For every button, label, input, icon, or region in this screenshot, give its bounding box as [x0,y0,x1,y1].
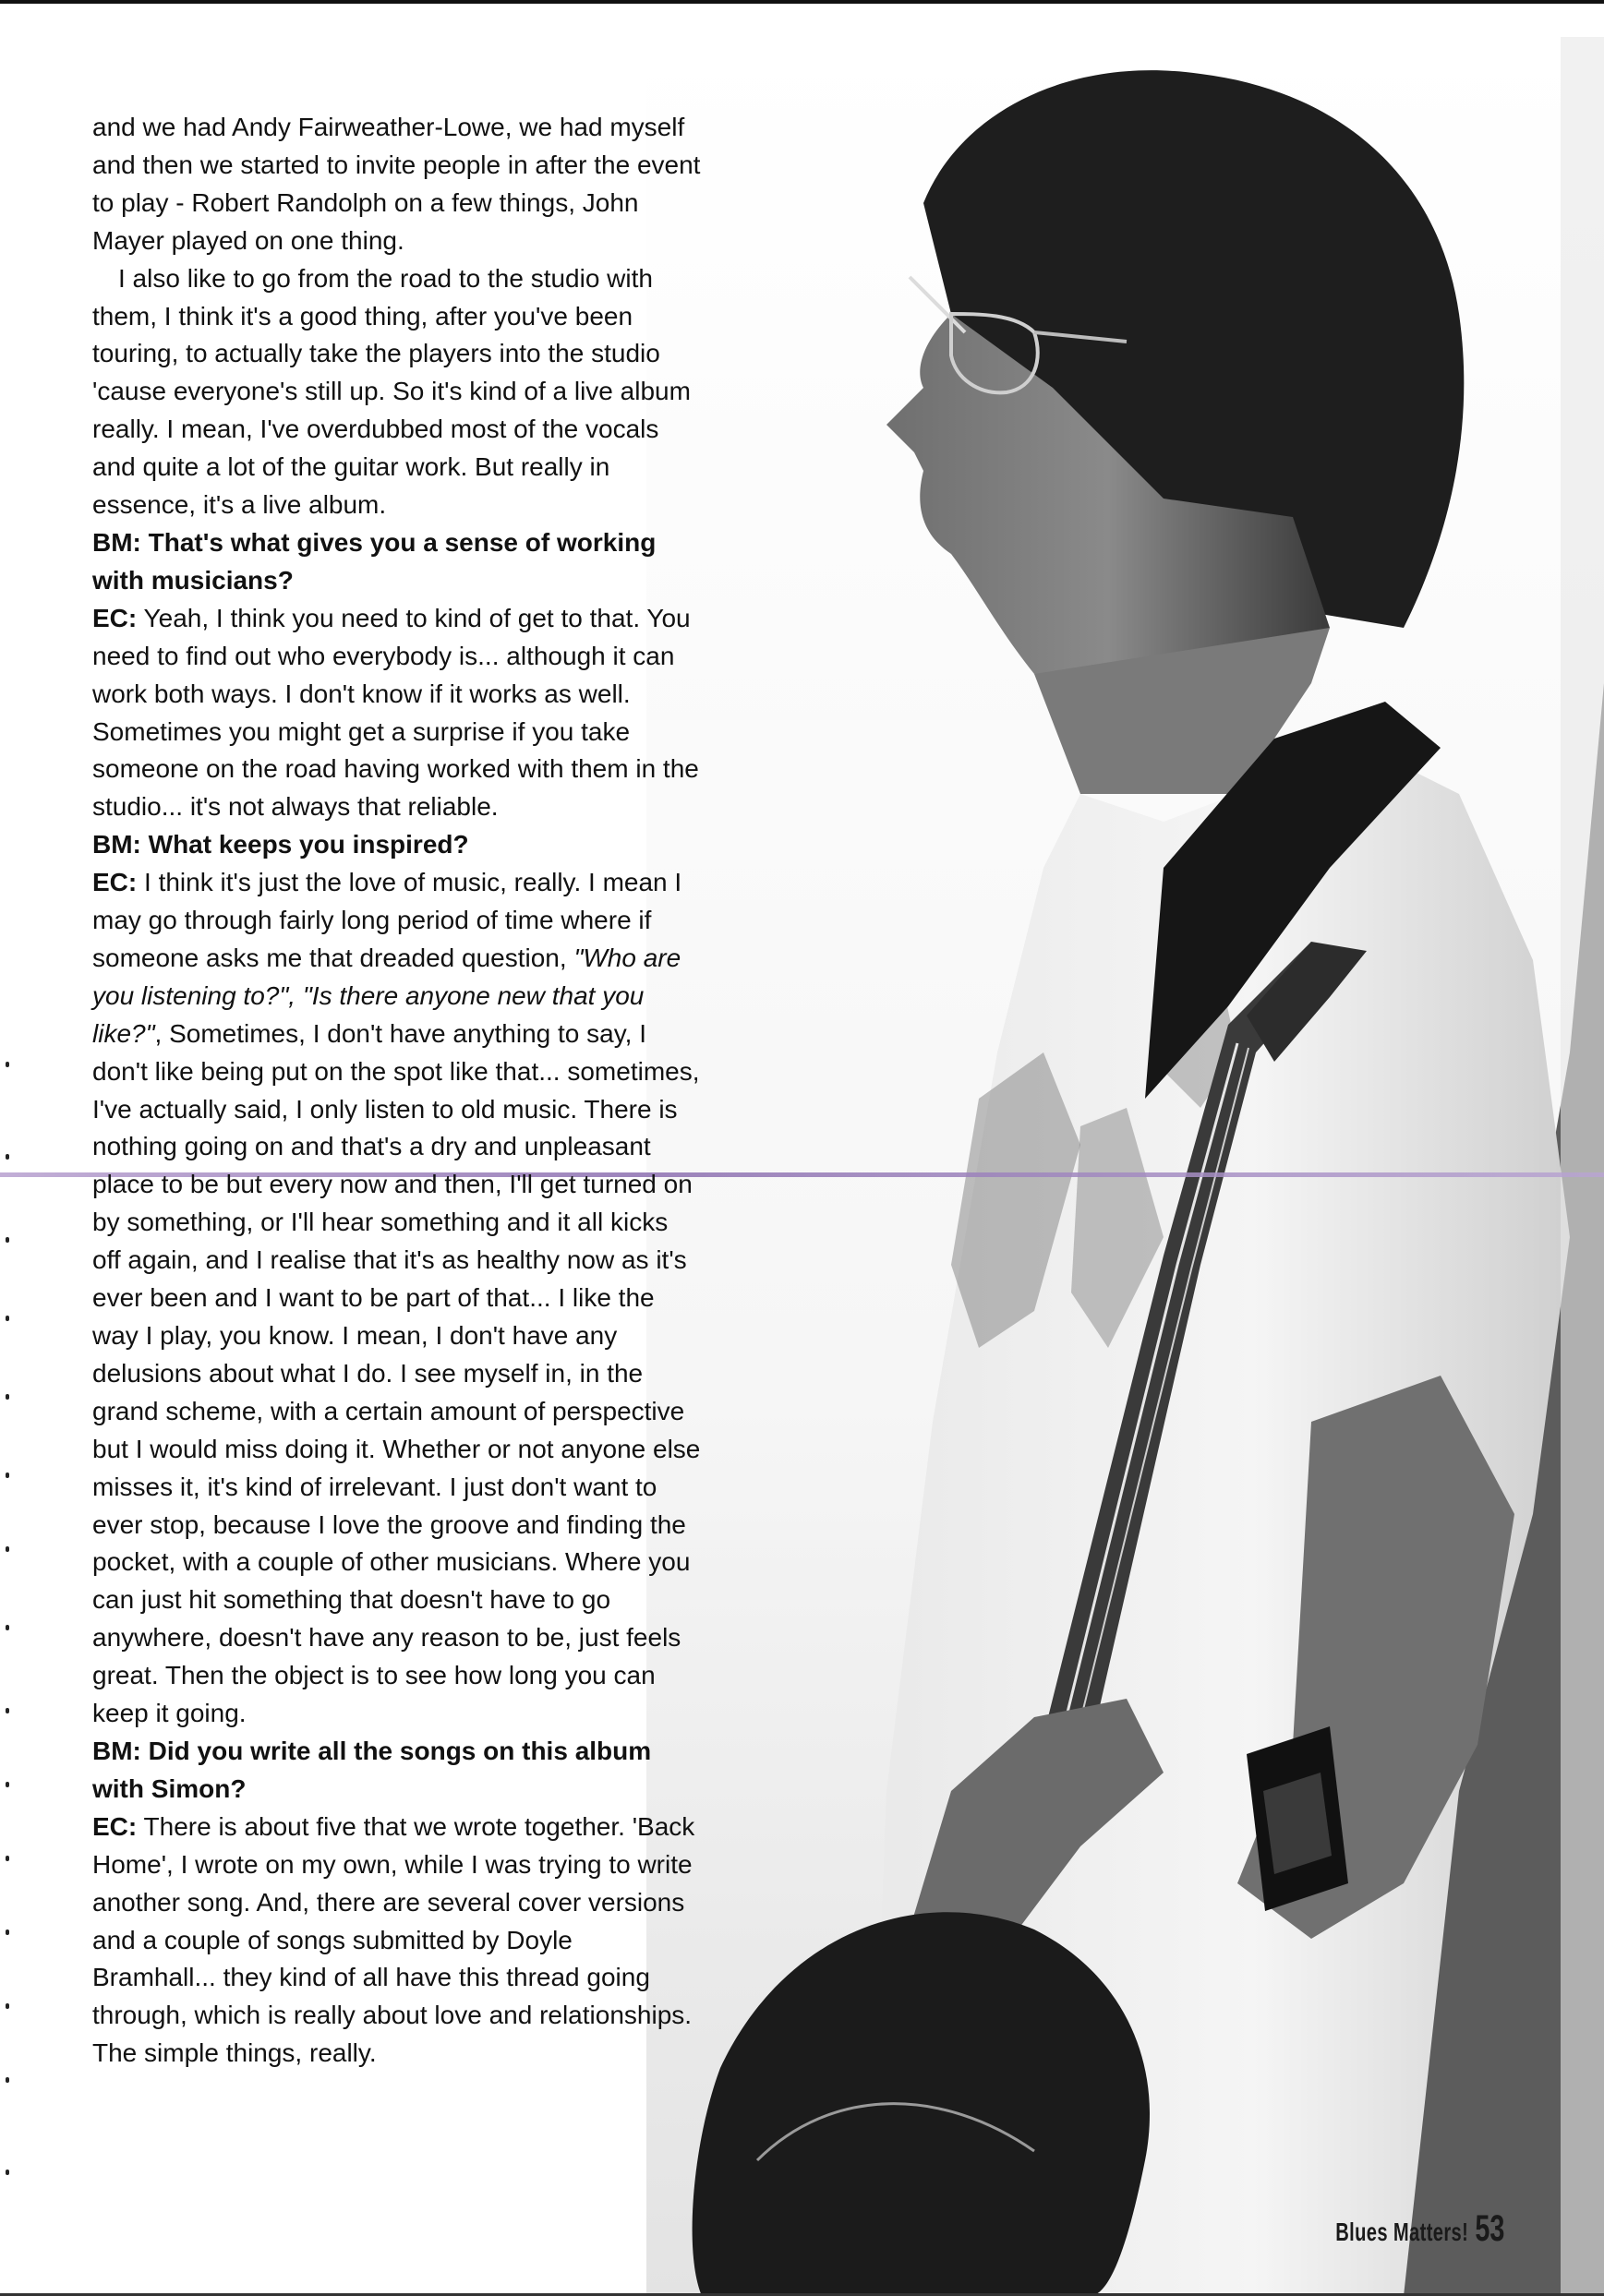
interview-answer [92,1809,702,2073]
answer-text: , Sometimes, I don't have anything to say, I don't like being put on the spot like that... sometimes, I've actually said, I only listen to old music. There is nothing going on and that's a dry and unpleasant place to be but every now and then, I'll get turned on by something, or I'll hear something and it all kicks off again, and I realise that it's as healthy now as it's ever been and I want to be part of that... I like the way I play, you know. I mean, I don't have any delusions about what I do. I see myself in, in the grand scheme, with a certain amount of perspective but I would miss doing it. Whether or not anyone else misses it, it's kind of irrelevant. I just don't want to ever stop, because I love the groove and finding the pocket, with a couple of other musicians. Where you can just hit something that doesn't have to go anywhere, doesn't have any reason to be, just feels great. Then the object is to see how long you can keep it going. [92,1018,701,1728]
quoted-question: "Who are you listening to?", "Is there anyone new that you like?" [92,943,681,1048]
guitarist-photo [646,37,1604,2296]
interview-question: BM: What keeps you inspired? [92,830,469,859]
magazine-name: Blues Matters! [1334,2218,1468,2246]
answer-text: Yeah, I think you need to kind of get to that. You need to find out who everybody is... although it can work both ways. I don't know if it works as well. Sometimes you might get a surprise if you take someone on the road having worked with them in the studio... it's not always that reliable. [92,603,699,822]
page-number: 53 [1474,2208,1504,2249]
paragraph: I also like to go from the road to the studio with them, I think it's a good thing, after you've been touring, to actually take the players into the studio 'cause everyone's still up. So it's kind of a live album really. I mean, I've overdubbed most of the vocals and quite a lot of the guitar work. But really in essence, it's a live album. [92,263,691,520]
page-footer [1335,2208,1504,2250]
paragraph: and we had Andy Fairweather-Lowe, we had myself and then we started to invite people in after the event to play - Robert Randolph on a few things, John Mayer played on one thing. [92,113,701,255]
interview-question: BM: Did you write all the songs on this album with Simon? [92,1736,652,1803]
answer-text: I think it's just the love of music, really. I mean I may go through fairly long period of time where if someone asks me that dreaded question, [92,868,682,972]
interview-question: BM: That's what gives you a sense of working with musicians? [92,527,657,595]
interview-answer [92,600,702,826]
article-body [92,109,702,2073]
speaker-label: EC: [92,868,138,897]
binding-marks [6,1062,11,2262]
interview-answer [92,864,702,1733]
speaker-label: EC: [92,1811,138,1841]
top-rule [0,0,1604,4]
speaker-label: EC: [92,603,138,632]
answer-text: There is about five that we wrote together. 'Back Home', I wrote on my own, while I was trying to write another song. And, there are several cover versions and a couple of songs submitted by Doyle Bramhall... they kind of all have this thread going through, which is really about love and relationships. The simple things, really. [92,1811,695,2068]
